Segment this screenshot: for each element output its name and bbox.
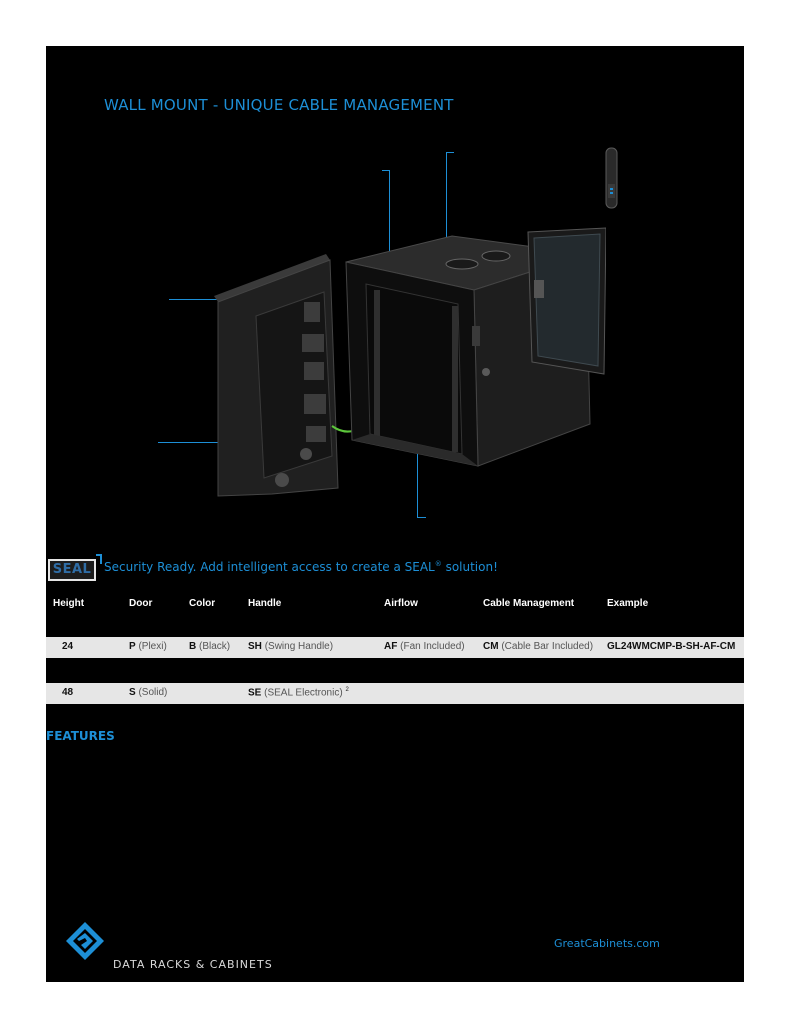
cell-door [129,687,167,698]
cell-handle [248,641,333,652]
cell-height [62,641,73,652]
color-code: B [189,641,197,652]
color-desc: (Black) [199,641,231,652]
door-desc: (Solid) [138,687,168,698]
cell-airflow [384,641,465,652]
col-header-handle: Handle [248,598,282,609]
airflow-code: AF [384,641,398,652]
seal-tagline [104,560,498,574]
airflow-desc: (Fan Included) [400,641,465,652]
col-header-door: Door [129,598,153,609]
handle-desc: (SEAL Electronic) [264,687,343,699]
table-row-empty [46,660,744,666]
page-title: WALL MOUNT - UNIQUE CABLE MANAGEMENT [104,96,454,114]
swing-handle-icon [604,146,620,212]
door-code: S [129,687,136,698]
table-row [46,683,744,704]
datasheet-page [46,46,744,982]
cable-code: CM [483,641,499,652]
col-header-height: Height [53,598,85,609]
callout-line [446,152,454,153]
cell-door [129,641,167,652]
door-desc: (Plexi) [138,641,167,652]
handle-desc: (Swing Handle) [264,641,334,652]
example-part-number: GL24WMCMP-B-SH-AF-CM [607,641,736,652]
col-header-color: Color [189,598,216,609]
cell-cable-management [483,641,593,652]
cell-handle [248,687,349,698]
registered-mark: ® [434,560,442,568]
seal-tagline-suffix: solution! [441,560,498,574]
door-code: P [129,641,136,652]
col-header-example: Example [607,598,649,609]
handle-code: SE [248,687,262,699]
seal-logo: SEAL [48,559,96,581]
great-lakes-logo-icon [64,920,106,962]
cell-example [607,641,735,652]
cable-desc: (Cable Bar Included) [501,641,594,652]
height-value: 24 [62,641,74,652]
cell-color [189,641,230,652]
website-link[interactable]: GreatCabinets.com [554,937,660,950]
seal-tagline-text: Security Ready. Add intelligent access to create a SEAL [104,560,435,574]
height-value: 48 [62,687,74,698]
table-row [46,637,744,658]
col-header-airflow: Airflow [384,598,418,609]
cell-height [62,687,73,698]
wall-mount-cabinet-image [206,226,606,546]
handle-code: SH [248,641,262,652]
features-heading: FEATURES [46,729,115,743]
seal-logo-accent [96,554,102,564]
brand-tagline: DATA RACKS & CABINETS [113,958,273,971]
col-header-cable-management: Cable Management [483,598,575,609]
footnote-marker: 2 [345,687,349,693]
